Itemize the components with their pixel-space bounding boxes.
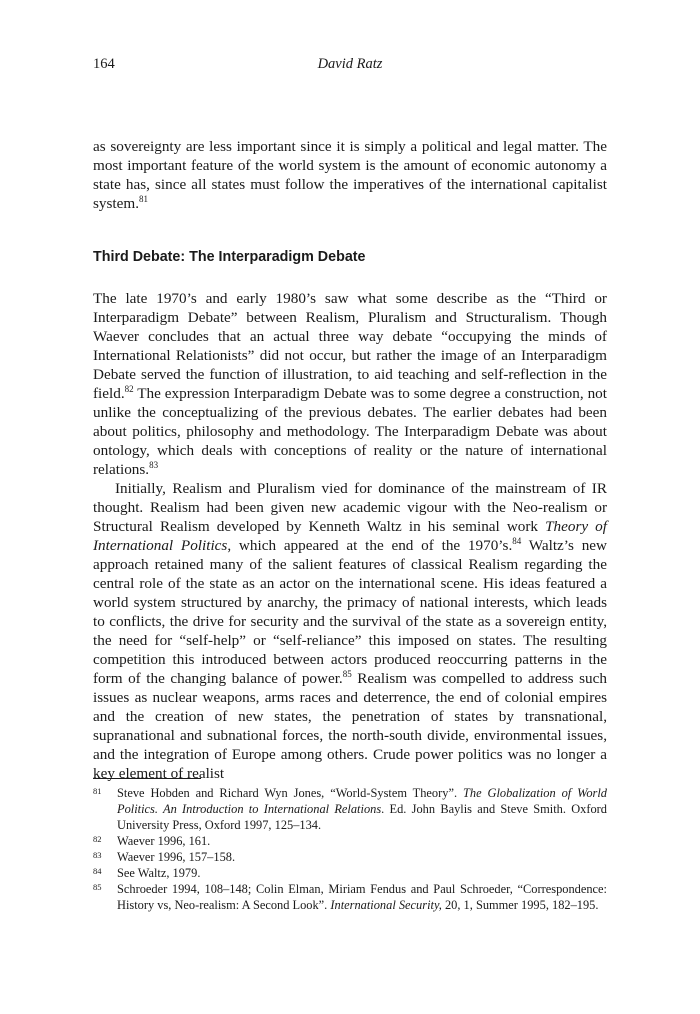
paragraph-1 [93, 289, 607, 479]
running-head-author: David Ratz [317, 56, 383, 72]
footnote-text: Waever 1996, 161. [117, 834, 211, 848]
footnotes [93, 785, 607, 913]
footnote-text: Steve Hobden and Richard Wyn Jones, “World-System Theory”. [117, 786, 463, 800]
footnote-text: See Waltz, 1979. [117, 866, 201, 880]
paragraph-1-text-b: The expression Interparadigm Debate was to some degree a construction, not unlike the conceptualizing of the previous debates. The earlier debates had been about politics, philosophy and methodology. The Interparadigm Debate was about ontology, which deals with conceptions of reality or the nature of international relations. [93, 385, 607, 478]
footnote-title: International Security, [330, 898, 442, 912]
footnote [93, 865, 607, 881]
paragraph-2 [93, 479, 607, 783]
page-number: 164 [93, 56, 115, 72]
footnote-ref-85[interactable]: 85 [342, 668, 352, 679]
footnote [93, 785, 607, 833]
section-heading: Third Debate: The Interparadigm Debate [93, 249, 366, 265]
paragraph-2-text-d: Realism was compelled to address such issues as nuclear weapons, arms races and deterrence, the end of colonial empires and the creation of new states, the penetration of states by transnational, supranational and subnational forces, the north-south divide, environmental issues, and the integration of Europe among others. Crude power politics was no longer a key element of realist [93, 670, 607, 782]
footnote-ref-83[interactable]: 83 [149, 459, 159, 470]
footnote-text: Waever 1996, 157–158. [117, 850, 236, 864]
intro-text: as sovereignty are less important since it is simply a political and legal matter. The most important feature of the world system is the amount of economic autonomy a state has, since all states must follow the imperatives of the international capitalist system. [93, 138, 607, 212]
footnote-number: 84 [93, 866, 102, 876]
footnote-number: 83 [93, 850, 102, 860]
paragraph-1-text-a: The late 1970’s and early 1980’s saw what some describe as the “Third or Interparadigm Debate” between Realism, Pluralism and Structuralism. Though Waever concludes that an actual three way debate “occupying the minds of International Relationists” did not occur, but rather the image of an Interparadigm Debate served the function of illustration, to aid teaching and self-reflection in the field. [93, 290, 607, 402]
footnote-text: . Ed. John Baylis and Steve Smith. Oxford University Press, Oxford 1997, 125–134. [117, 802, 607, 832]
section-body [93, 289, 607, 783]
paragraph-2-text-a: Initially, Realism and Pluralism vied for dominance of the mainstream of IR thought. Realism had been given new academic vigour with the Neo-realism or Structural Realism developed by Kenneth Waltz in his seminal work [93, 480, 607, 535]
footnote-number: 82 [93, 834, 102, 844]
footnote-title: The Globalization of World Politics. An Introduction to International Relations [117, 786, 607, 816]
footnote-text: 20, 1, Summer 1995, 182–195. [441, 898, 599, 912]
footnote [93, 833, 607, 849]
footnote-ref-82[interactable]: 82 [124, 383, 134, 394]
paragraph-2-text-c: Waltz’s new approach retained many of the salient features of classical Realism regarding the central role of the state as an actor on the international scene. His ideas featured a world system structured by anarchy, the primacy of national interests, which leads to conflicts, the drive for security and the survival of the state as a sovereign entity, the need for “self-help” or “self-reliance” this imposed on states. The resulting competition this introduced between actors produced reoccurring patterns in the form of the changing balance of power. [93, 537, 608, 687]
footnote-ref-81[interactable]: 81 [139, 193, 148, 204]
paragraph-2-text-b: , which appeared at the end of the 1970’s. [227, 537, 513, 554]
footnote-number: 85 [93, 882, 102, 892]
intro-paragraph [93, 137, 607, 213]
running-head [93, 56, 607, 76]
book-title: Theory of International Politics [93, 518, 607, 554]
footnote [93, 849, 607, 865]
footnote-divider [93, 778, 201, 779]
footnote [93, 881, 607, 913]
footnote-number: 81 [93, 786, 102, 796]
footnote-ref-84[interactable]: 84 [512, 535, 522, 546]
footnote-text: Schroeder 1994, 108–148; Colin Elman, Miriam Fendus and Paul Schroeder, “Correspondence: History vs, Neo-realism: A Second Look”. [117, 882, 607, 912]
